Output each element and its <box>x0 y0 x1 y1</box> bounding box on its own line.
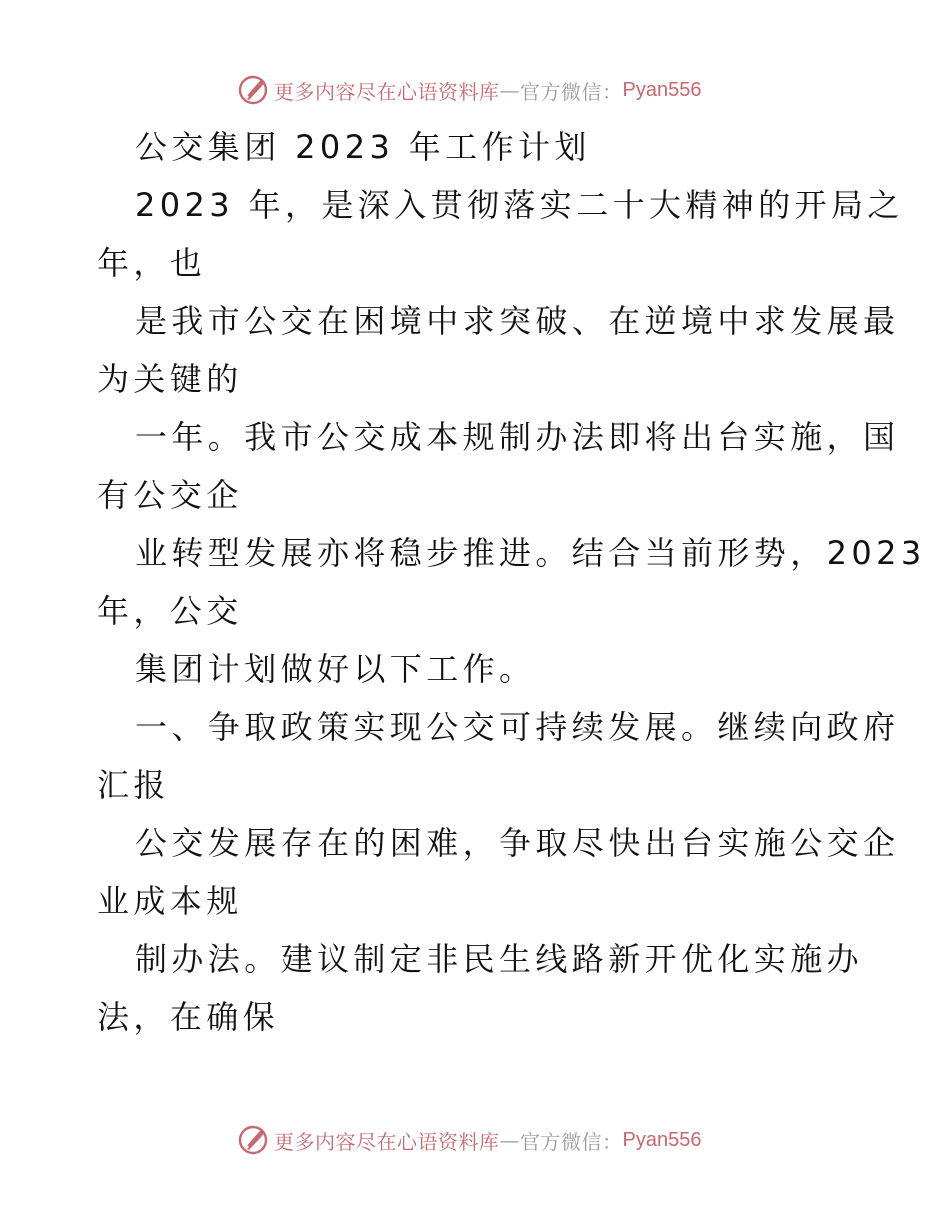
paragraph-line: 一、争取政策实现公交可持续发展。继续向政府 <box>135 708 900 746</box>
document-title: 公交集团 2023 年工作计划 <box>135 128 591 166</box>
paragraph-line: 制办法。建议制定非民生线路新开优化实施办 <box>135 940 864 978</box>
header-watermark-banner <box>0 70 950 110</box>
pen-logo-icon <box>236 1123 270 1157</box>
paragraph-line: 公交发展存在的困难，争取尽快出台实施公交企 <box>135 824 900 862</box>
paragraph-line: 2023 年，是深入贯彻落实二十大精神的开局之 <box>135 186 904 224</box>
banner-wechat-label: 官方微信： <box>520 1129 623 1154</box>
banner-wechat-id: Pyan556 <box>622 78 702 101</box>
paragraph-line: 有公交企 <box>97 476 243 514</box>
paragraph-line: 汇报 <box>97 766 170 804</box>
paragraph-line: 年，也 <box>97 244 207 282</box>
banner-dash: — <box>499 1128 520 1152</box>
footer-watermark-banner <box>0 1120 950 1160</box>
banner-brand-text: 更多内容尽在心语资料库 <box>274 1129 500 1154</box>
banner-dash: — <box>499 78 520 102</box>
paragraph-line: 一年。我市公交成本规制办法即将出台实施，国 <box>135 418 900 456</box>
paragraph-line: 集团计划做好以下工作。 <box>135 650 536 688</box>
paragraph-line: 为关键的 <box>97 360 243 398</box>
banner-wechat-label: 官方微信： <box>520 79 623 104</box>
banner-brand-text: 更多内容尽在心语资料库 <box>274 79 500 104</box>
paragraph-line: 业转型发展亦将稳步推进。结合当前形势，2023 <box>135 534 926 572</box>
paragraph-line: 年，公交 <box>97 592 243 630</box>
paragraph-line: 法，在确保 <box>97 998 280 1036</box>
pen-logo-icon <box>236 73 270 107</box>
paragraph-line: 业成本规 <box>97 882 243 920</box>
banner-wechat-id: Pyan556 <box>622 1128 702 1151</box>
paragraph-line: 是我市公交在困境中求突破、在逆境中求发展最 <box>135 302 900 340</box>
